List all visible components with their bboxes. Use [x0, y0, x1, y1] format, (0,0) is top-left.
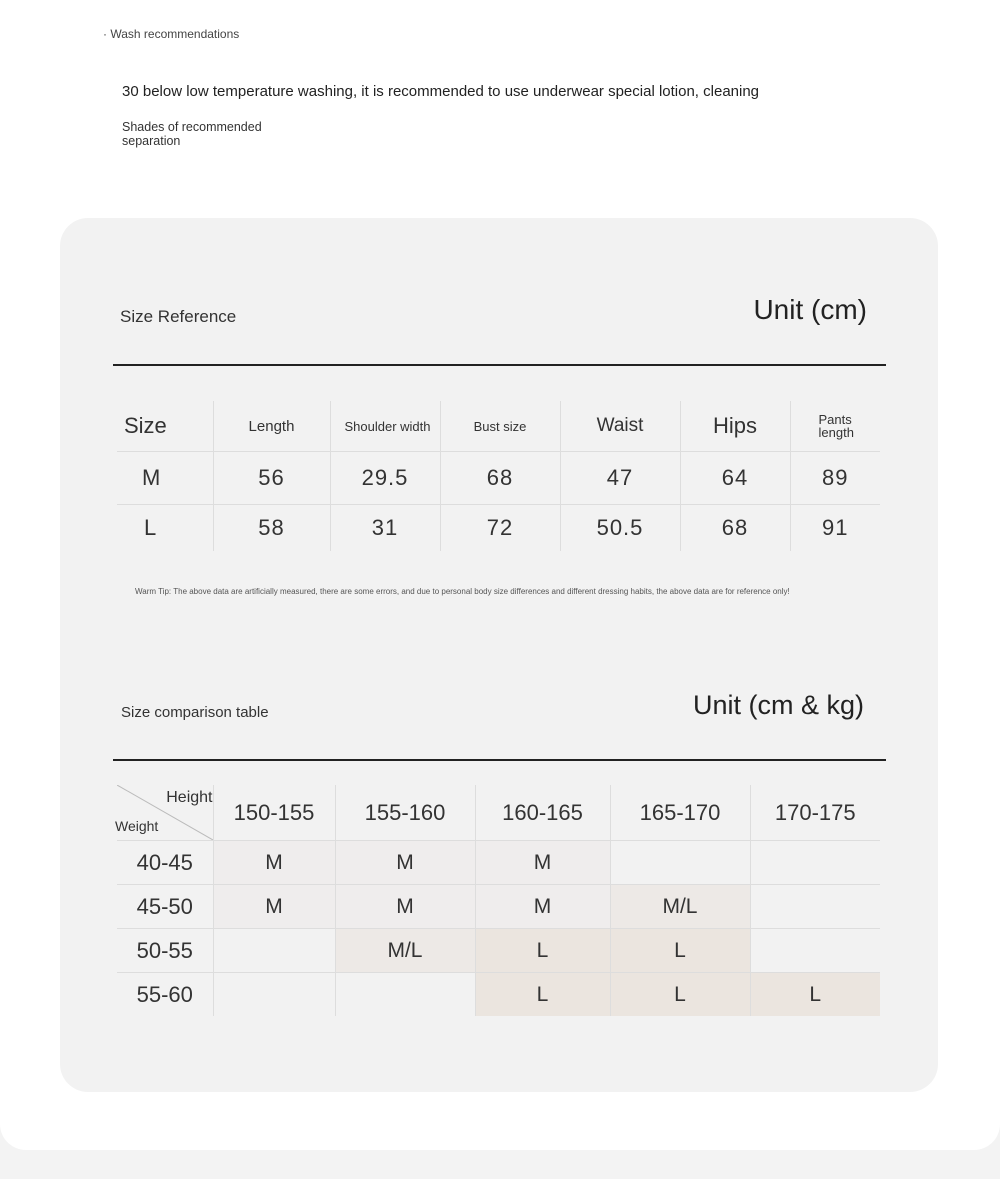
header-shoulder-width: Shoulder width — [330, 401, 440, 452]
corner-height-label: Height — [166, 789, 213, 806]
size-cell: L — [610, 973, 750, 1017]
size-reference-title: Size Reference — [120, 307, 237, 326]
size-cell: L — [475, 929, 610, 973]
size-cell — [610, 841, 750, 885]
size-cell — [750, 841, 880, 885]
size-cell: M — [475, 885, 610, 929]
header-size: Size — [117, 401, 213, 452]
table-corner — [117, 785, 213, 841]
header-hips: Hips — [680, 401, 790, 452]
warm-tip: Warm Tip: The above data are artificially measured, there are some errors, and due to personal body size differences and different dressing habits, the above data are for reference only! — [135, 587, 790, 596]
size-cell: L — [475, 973, 610, 1017]
size-comparison-title: Size comparison table — [121, 704, 269, 721]
cell-waist: 50.5 — [560, 505, 680, 552]
cell-shoulder: 29.5 — [330, 452, 440, 505]
corner-weight-label: Weight — [115, 818, 159, 834]
size-comparison-unit: Unit (cm & kg) — [692, 690, 864, 720]
size-cell: M — [213, 841, 335, 885]
cell-length: 58 — [213, 505, 330, 552]
cell-pants-length: 91 — [790, 505, 880, 552]
weight-label: 45-50 — [117, 885, 213, 929]
size-comparison-table — [117, 785, 880, 1016]
size-cell: M — [475, 841, 610, 885]
height-header: 155-160 — [335, 785, 475, 841]
cell-pants-length: 89 — [790, 452, 880, 505]
size-cell: M — [335, 885, 475, 929]
size-cell: M/L — [610, 885, 750, 929]
height-header: 150-155 — [213, 785, 335, 841]
wash-text: 30 below low temperature washing, it is recommended to use underwear special lotion, cleaning — [122, 83, 760, 100]
size-cell — [750, 929, 880, 973]
header-waist: Waist — [560, 401, 680, 452]
weight-label: 55-60 — [136, 981, 193, 1007]
weight-label: 40-45 — [117, 841, 213, 885]
cell-bust: 68 — [440, 452, 560, 505]
size-cell — [213, 973, 335, 1017]
header-bust-size: Bust size — [440, 401, 560, 452]
size-cell — [335, 973, 475, 1017]
wash-text-cut-line — [122, 103, 822, 109]
cell-hips: 64 — [680, 452, 790, 505]
size-cell — [750, 885, 880, 929]
height-header: 165-170 — [610, 785, 750, 841]
size-cell: L — [750, 973, 880, 1017]
cell-size: L — [144, 515, 158, 540]
cell-shoulder: 31 — [330, 505, 440, 552]
size-cell — [213, 929, 335, 973]
cell-bust: 72 — [440, 505, 560, 552]
cell-hips: 68 — [680, 505, 790, 552]
header-length: Length — [213, 401, 330, 452]
height-header: 160-165 — [475, 785, 610, 841]
cell-length: 56 — [213, 452, 330, 505]
cell-size: M — [117, 452, 213, 505]
size-reference-table — [117, 401, 880, 551]
size-cell: M — [335, 841, 475, 885]
shades-text: Shades of recommended separation — [122, 120, 262, 148]
cell-waist: 47 — [560, 452, 680, 505]
weight-label: 50-55 — [117, 929, 213, 973]
size-cell: M — [213, 885, 335, 929]
size-cell: L — [610, 929, 750, 973]
size-cell: M/L — [335, 929, 475, 973]
size-comparison-rule — [113, 759, 886, 761]
size-reference-unit: Unit (cm) — [753, 294, 867, 325]
height-header: 170-175 — [750, 785, 880, 841]
wash-title: · Wash recommendations — [103, 27, 240, 41]
header-pants-length: Pants length — [790, 401, 880, 452]
size-reference-rule — [113, 364, 886, 366]
